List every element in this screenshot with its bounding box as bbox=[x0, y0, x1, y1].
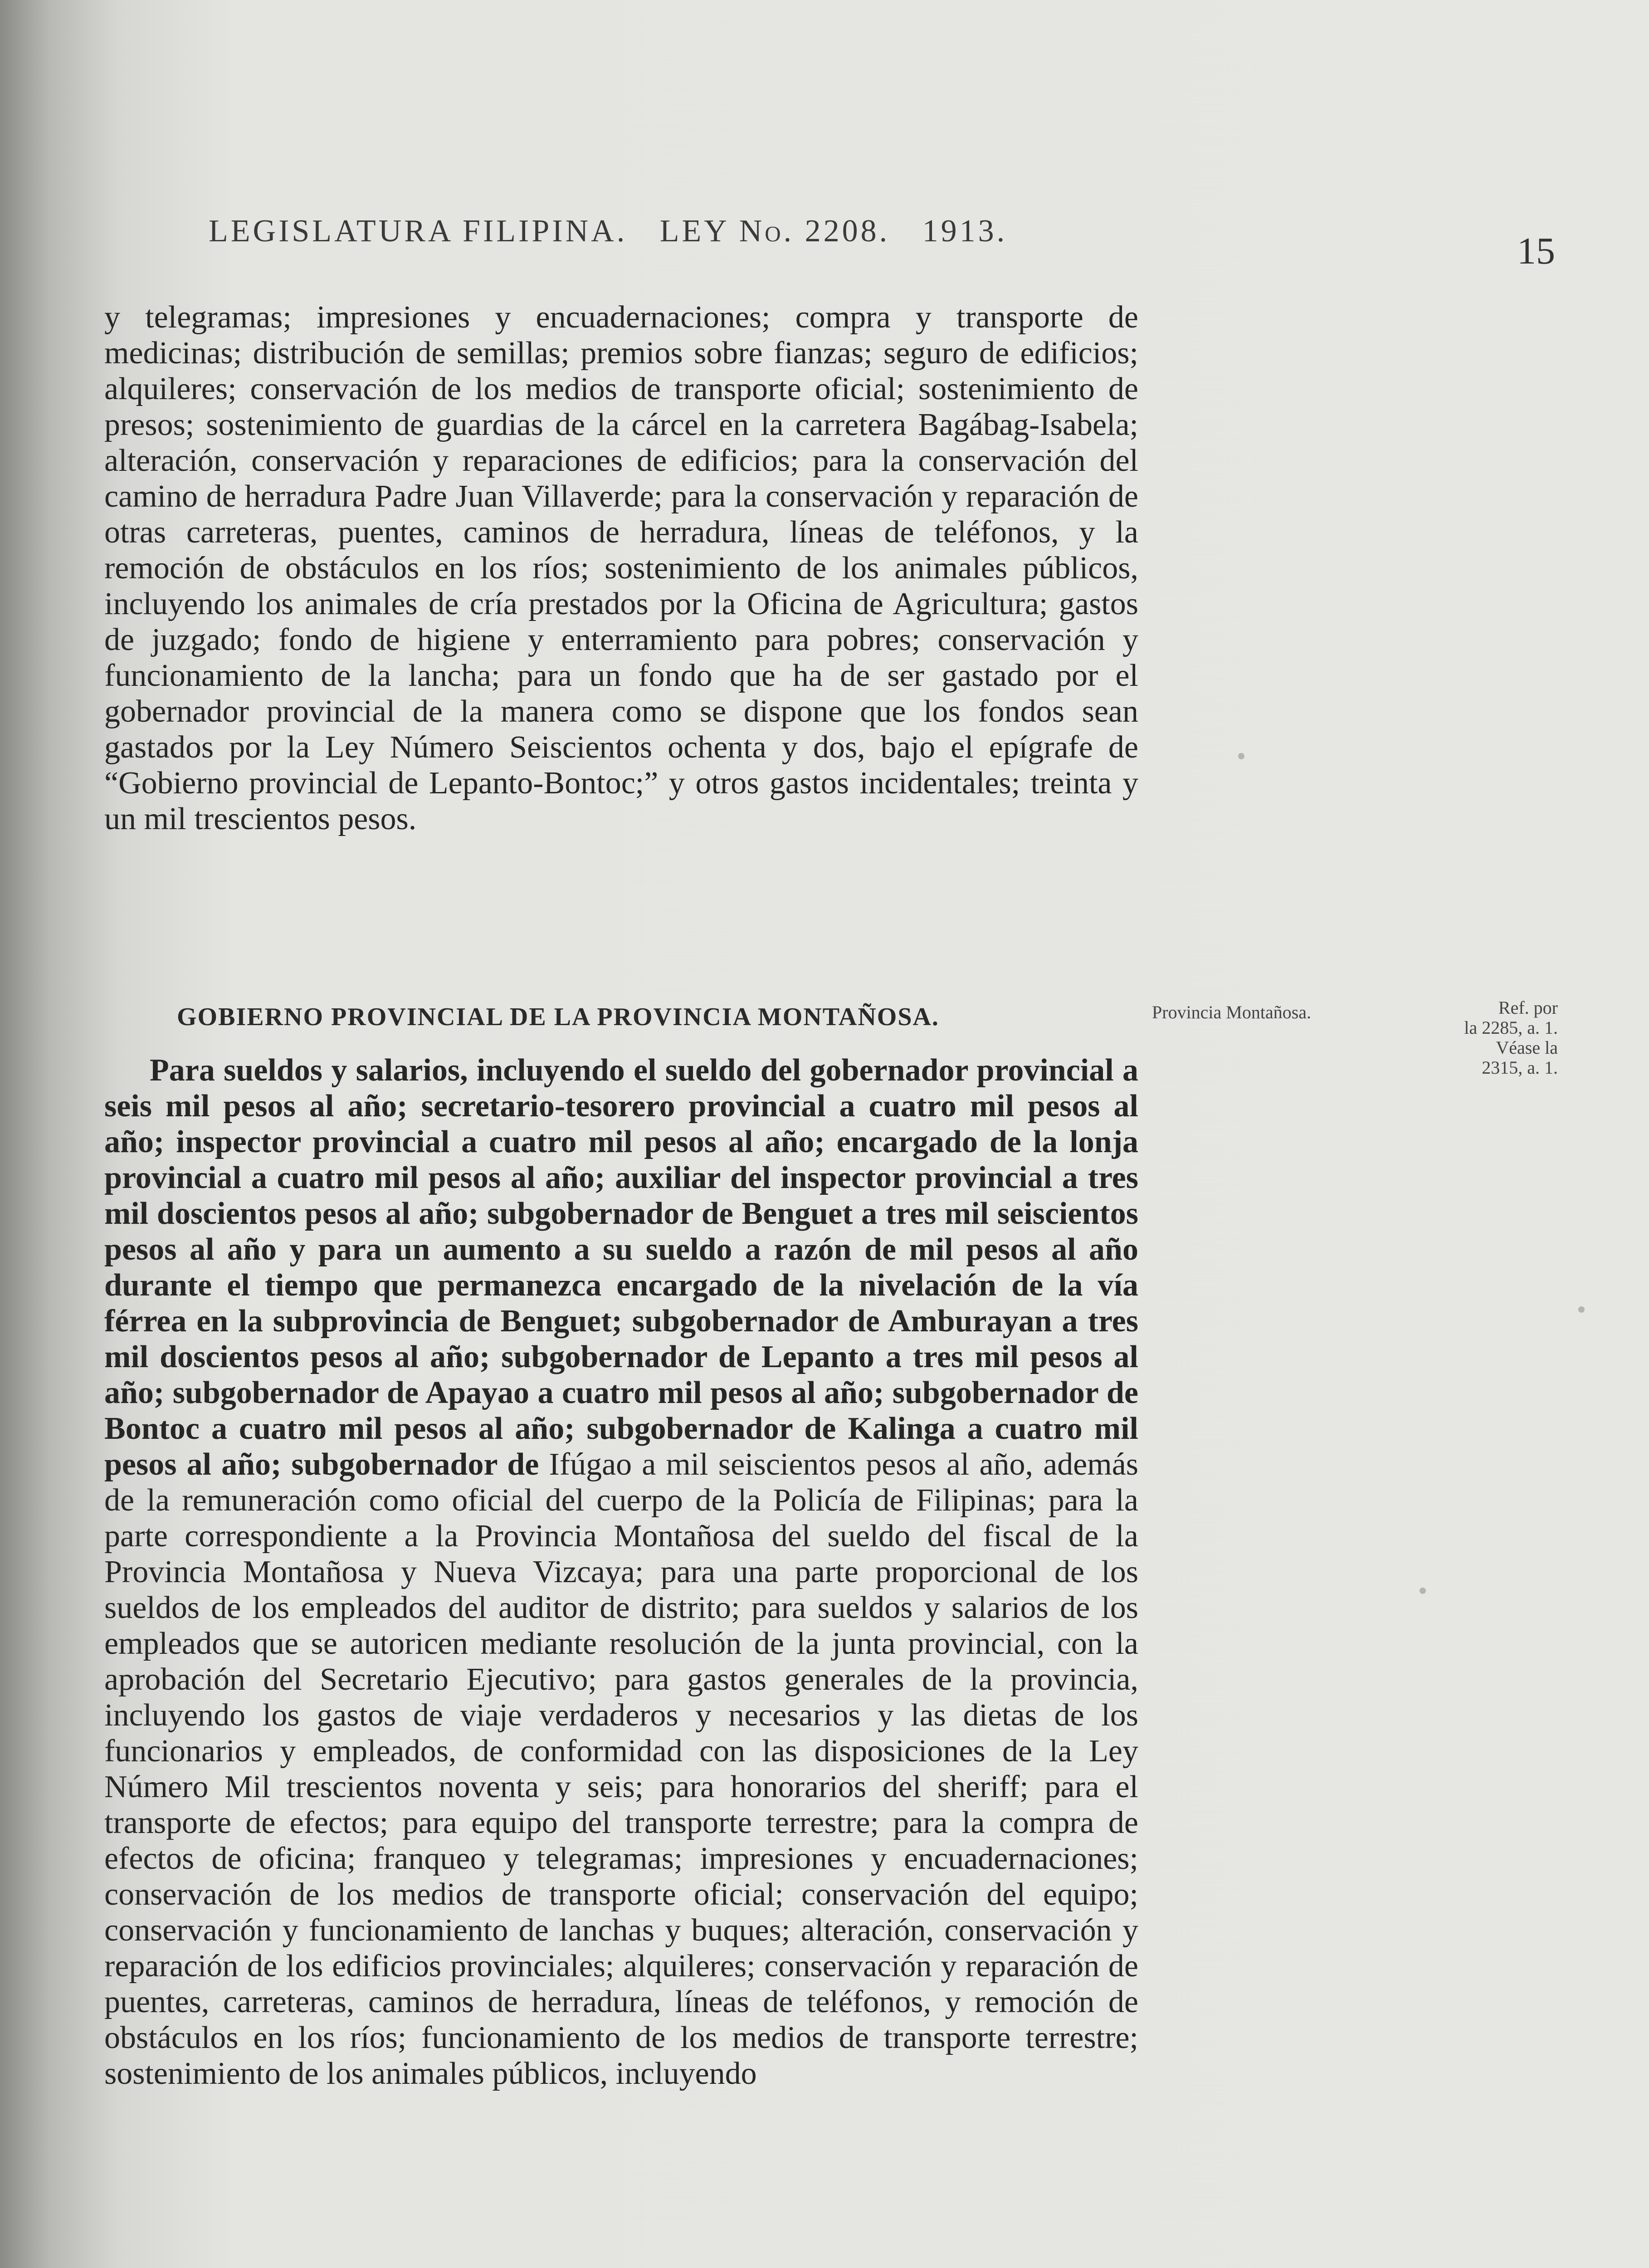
law-number: LEY No. 2208. bbox=[659, 214, 890, 249]
body-paragraph-2 bbox=[104, 1052, 1138, 2092]
scan-speck bbox=[1238, 753, 1244, 759]
law-year: 1913. bbox=[922, 214, 1008, 249]
page-number: 15 bbox=[1517, 230, 1555, 272]
margin-note-references bbox=[1408, 998, 1558, 1078]
margin-note-ref-line: Ref. por bbox=[1498, 997, 1558, 1018]
margin-note-ref-line: 2315, a. 1. bbox=[1482, 1057, 1558, 1078]
margin-note-ref-line: la 2285, a. 1. bbox=[1464, 1017, 1558, 1038]
scan-speck bbox=[1578, 1306, 1585, 1313]
paragraph-2-regular-text: Ifúgao a mil seiscientos pesos al año, además de la remuneración como oficial del cuerpo de la Policía de Filipinas; para la parte correspondiente a la Provincia Montañosa del sueldo del fiscal de la Provincia Montañosa y Nueva Vizcaya; para una parte proporcional de los sueldos de los empleados del auditor de distrito; para sueldos y salarios de los empleados que se autoricen mediante resolución de la junta provincial, con la aprobación del Secretario Ejecutivo; para gastos generales de la provincia, incluyendo los gastos de viaje verdaderos y necesarios y las dietas de los funcionarios y empleados, de conformidad con las disposiciones de la Ley Número Mil trescientos noventa y seis; para honorarios del sheriff; para el transporte de efectos; para equipo del transporte terrestre; para la compra de efectos de oficina; franqueo y telegramas; impresiones y encuadernaciones; conservación de los medios de transporte oficial; conservación del equipo; conservación y funcionamiento de lanchas y buques; alteración, conservación y reparación de los edificios provinciales; alquileres; conservación y reparación de puentes, carreteras, caminos de herradura, líneas de teléfonos, y remoción de obstáculos en los ríos; funcionamiento de los medios de transporte terrestre; sostenimiento de los animales públicos, incluyendo bbox=[104, 1447, 1139, 2091]
margin-note-ref-line: Véase la bbox=[1496, 1037, 1558, 1058]
publication-title: LEGISLATURA FILIPINA. bbox=[209, 214, 628, 249]
section-heading: GOBIERNO PROVINCIAL DE LA PROVINCIA MONTAÑOSA. bbox=[177, 1003, 939, 1031]
body-paragraph-1: y telegramas; impresiones y encuadernaciones; compra y transporte de medicinas; distribución de semillas; premios sobre fianzas; seguro de edificios; alquileres; conservación de los medios de transporte oficial; sostenimiento de presos; sostenimiento de guardias de la cárcel en la carretera Bagábag-Isabela; alteración, conservación y reparaciones de edificios; para la conservación del camino de herradura Padre Juan Villaverde; para la conservación y reparación de otras carreteras, puentes, caminos de herradura, líneas de teléfonos, y la remoción de obstáculos en los ríos; sostenimiento de los animales públicos, incluyendo los animales de cría prestados por la Oficina de Agricultura; gastos de juzgado; fondo de higiene y enterramiento para pobres; conservación y funcionamiento de la lancha; para un fondo que ha de ser gastado por el gobernador provincial de la manera como se dispone que los fondos sean gastados por la Ley Número Seiscientos ochenta y dos, bajo el epígrafe de “Gobierno provincial de Lepanto-Bontoc;” y otros gastos incidentales; treinta y un mil trescientos pesos. bbox=[104, 300, 1138, 836]
margin-note-province: Provincia Montañosa. bbox=[1152, 1002, 1312, 1022]
scan-speck bbox=[1420, 1588, 1426, 1594]
running-head bbox=[209, 213, 1029, 249]
paragraph-2-bold-text: Para sueldos y salarios, incluyendo el sueldo del gobernador provincial a seis mil pesos al año; secretario-tesorero provincial a cuatro mil pesos al año; inspector provincial a cuatro mil pesos al año; encargado de la lonja provincial a cuatro mil pesos al año; auxiliar del inspector provincial a tres mil doscientos pesos al año; subgobernador de Benguet a tres mil seiscientos pesos al año y para un aumento a su sueldo a razón de mil pesos al año durante el tiempo que permanezca encargado de la nivelación de la vía férrea en la subprovincia de Benguet; subgobernador de Amburayan a tres mil doscientos pesos al año; subgobernador de Lepanto a tres mil pesos al año; subgobernador de Apayao a cuatro mil pesos al año; subgobernador de Bontoc a cuatro mil pesos al año; subgobernador de Kalinga a cuatro mil pesos al año; subgobernador de bbox=[104, 1053, 1138, 1482]
